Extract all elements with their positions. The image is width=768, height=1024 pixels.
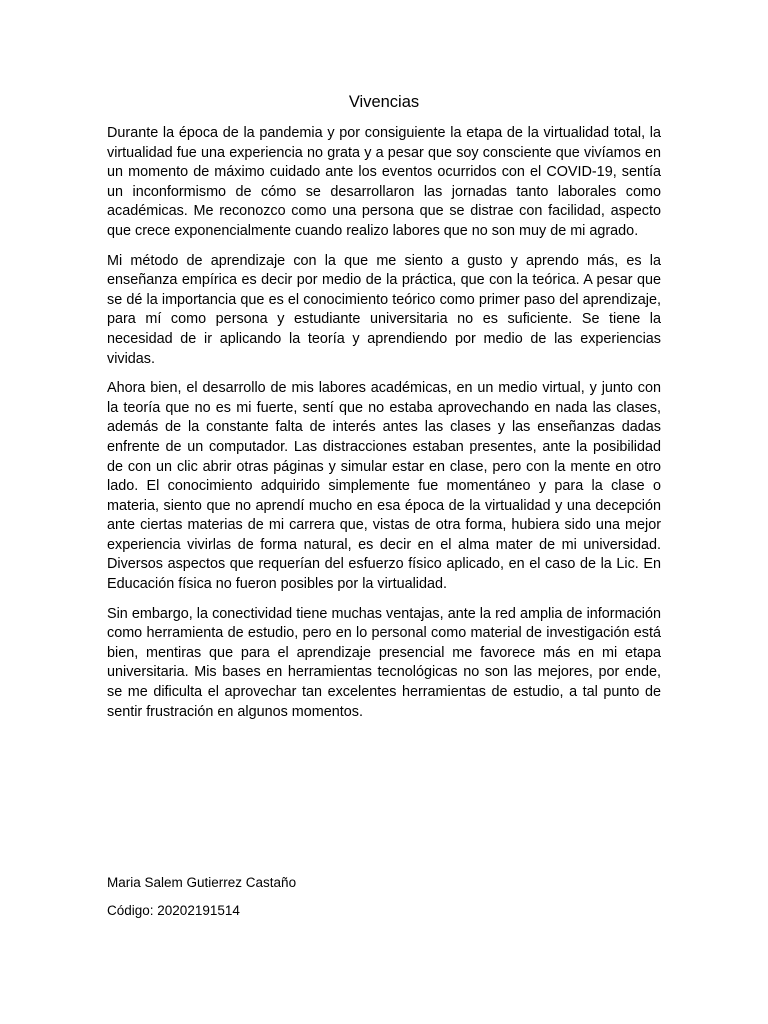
- paragraph-3: Ahora bien, el desarrollo de mis labores académicas, en un medio virtual, y junto con la teoría que no es mi fuerte, sentí que no estaba aprovechando en nada las clases, además de la constante falta de interés antes las clases y las enseñanzas dadas enfrente de un computador. Las distracciones estaban presentes, ante la posibilidad de con un clic abrir otras páginas y simular estar en clase, pero con la mente en otro lado. El conocimiento adquirido simplemente fue momentáneo y para la clase o materia, siento que no aprendí mucho en esa época de la virtualidad y una decepción ante ciertas materias de mi carrera que, vistas de otra forma, hubiera sido una mejor experiencia vivirlas de forma natural, es decir en el alma mater de mi universidad. Diversos aspectos que requerían del esfuerzo físico aplicado, en el caso de la Lic. En Educación física no fueron posibles por la virtualidad.: [107, 380, 661, 593]
- document-title: Vivencias: [348, 93, 420, 111]
- student-code: Código: 20202191514: [107, 903, 240, 918]
- paragraph-1: Durante la época de la pandemia y por consiguiente la etapa de la virtualidad total, la virtualidad fue una experiencia no grata y a pesar que soy consciente que vivíamos en un momento de máximo cuidado ante los eventos ocurridos con el COVID-19, sentía un inconformismo de cómo se desarrollaron las jornadas tanto laborales como académicas. Me reconozco como una persona que se distrae con facilidad, aspecto que crece exponencialmente cuando realizo labores que no son muy de mi agrado.: [107, 125, 661, 239]
- document-body: [107, 124, 661, 732]
- signature-block: [107, 874, 661, 930]
- paragraph-2: Mi método de aprendizaje con la que me siento a gusto y aprendo más, es la enseñanza empírica es decir por medio de la práctica, que con la teórica. A pesar que se dé la importancia que es el conocimiento teórico como primer paso del aprendizaje, para mí como persona y estudiante universitaria no es suficiente. Se tiene la necesidad de ir aplicando la teoría y aprendiendo por medio de las experiencias vividas.: [107, 252, 661, 367]
- paragraph-4: Sin embargo, la conectividad tiene muchas ventajas, ante la red amplia de información como herramienta de estudio, pero en lo personal como material de investigación está bien, mentiras que para el aprendizaje presencial me favorece más en mi etapa universitaria. Mis bases en herramientas tecnológicas no son las mejores, por ende, se me dificulta el aprovechar tan excelentes herramientas de estudio, a tal punto de sentir frustración en algunos momentos.: [107, 605, 661, 720]
- author-name: Maria Salem Gutierrez Castaño: [107, 875, 297, 890]
